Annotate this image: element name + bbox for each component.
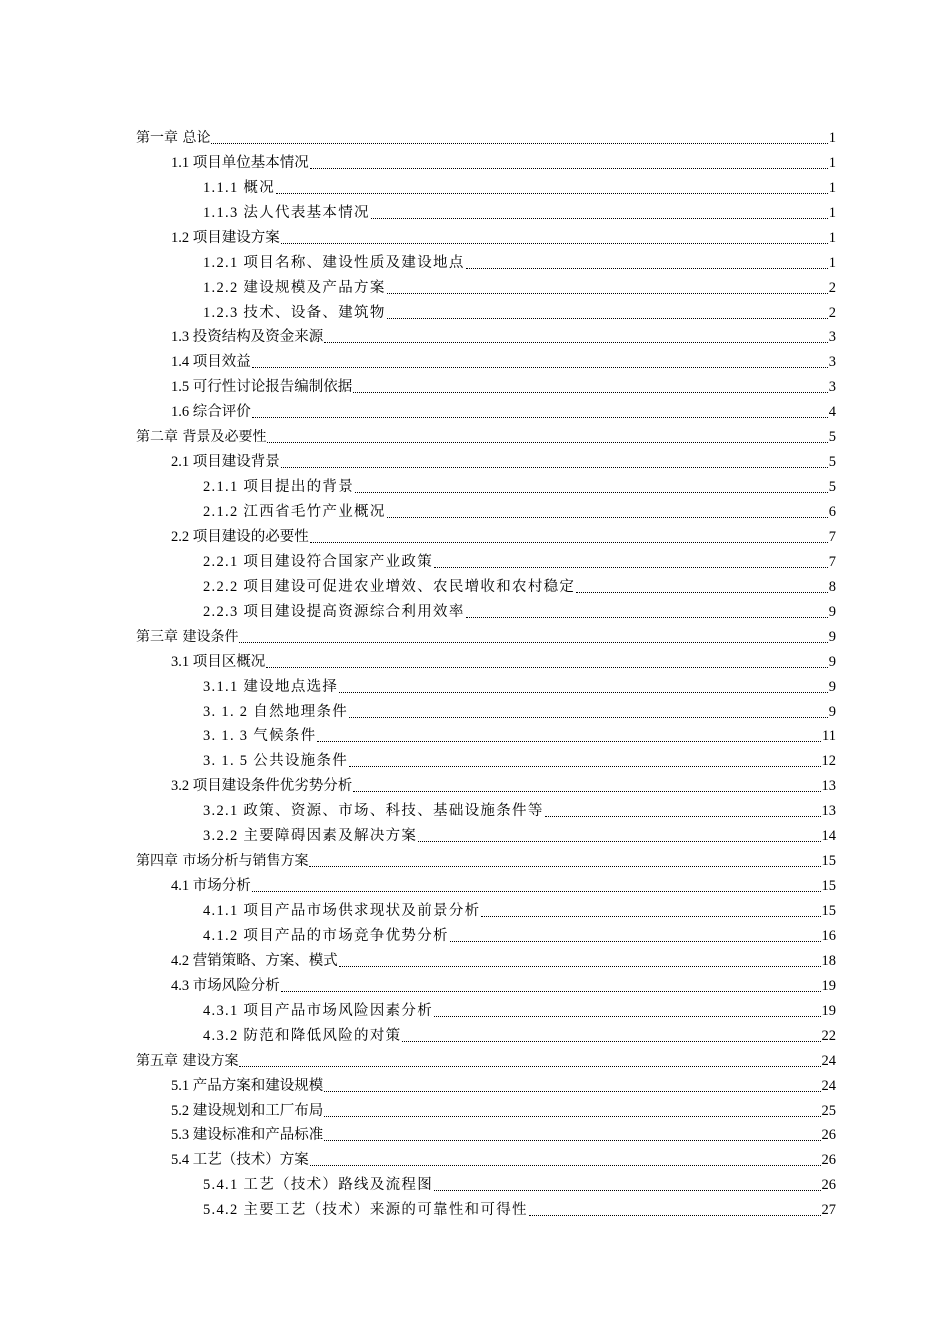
dot-leader <box>310 1165 821 1166</box>
toc-entry[interactable] <box>0 698 950 723</box>
toc-entry-title: 第三章 建设条件 <box>136 628 239 645</box>
dot-leader <box>434 567 828 568</box>
toc-entry-title: 4.3.2 防范和降低风险的对策 <box>203 1027 402 1044</box>
dot-leader <box>281 243 828 244</box>
toc-entry-title: 3.1 项目区概况 <box>171 653 266 670</box>
dot-leader <box>481 916 820 917</box>
toc-page-number: 22 <box>821 1027 836 1044</box>
toc-page-number: 13 <box>821 803 836 820</box>
toc-page-number: 14 <box>821 828 836 845</box>
dot-leader <box>545 816 821 817</box>
toc-entry[interactable] <box>0 423 950 448</box>
dot-leader <box>324 1116 820 1117</box>
dot-leader <box>310 168 828 169</box>
toc-entry-title: 4.3.1 项目产品市场风险因素分析 <box>203 1002 434 1019</box>
toc-page-number: 7 <box>828 553 836 570</box>
toc-entry[interactable] <box>0 623 950 648</box>
toc-entry-title: 3. 1. 2 自然地理条件 <box>203 703 349 720</box>
dot-leader <box>309 866 820 867</box>
toc-page-number: 6 <box>828 504 836 520</box>
dot-leader <box>317 741 821 742</box>
toc-entry-title: 2.1.2 江西省毛竹产业概况 <box>203 504 386 520</box>
toc-entry[interactable] <box>0 548 950 573</box>
toc-entry-title: 3. 1. 5 公共设施条件 <box>203 753 349 770</box>
toc-entry[interactable] <box>0 199 950 224</box>
toc-entry[interactable] <box>0 872 950 897</box>
toc-page-number: 3 <box>828 354 836 371</box>
dot-leader <box>252 417 828 418</box>
toc-page-number: 9 <box>828 703 836 720</box>
toc-page-number: 26 <box>821 1152 836 1169</box>
toc-page-number: 15 <box>821 903 836 919</box>
toc-page-number: 18 <box>821 952 836 969</box>
toc-entry[interactable] <box>0 747 950 772</box>
dot-leader <box>310 542 828 543</box>
toc-entry[interactable] <box>0 847 950 872</box>
dot-leader <box>281 467 828 468</box>
toc-page-number: 5 <box>828 429 836 446</box>
toc-entry[interactable] <box>0 598 950 623</box>
toc-entry[interactable] <box>0 324 950 349</box>
toc-entry-title: 1.2.1 项目名称、建设性质及建设地点 <box>203 254 465 271</box>
toc-page-number: 1 <box>828 129 836 146</box>
dot-leader <box>239 642 827 643</box>
toc-page-number: 1 <box>828 154 836 171</box>
toc-entry-title: 1.5 可行性讨论报告编制依据 <box>171 379 353 396</box>
dot-leader <box>324 342 828 343</box>
toc-entry[interactable] <box>0 299 950 324</box>
toc-page-number: 2 <box>828 304 836 321</box>
toc-entry[interactable] <box>0 498 950 523</box>
toc-entry[interactable] <box>0 673 950 698</box>
toc-entry[interactable] <box>0 523 950 548</box>
dot-leader <box>252 891 821 892</box>
toc-page-number: 3 <box>828 379 836 396</box>
toc-page-number: 15 <box>821 878 836 895</box>
toc-entry[interactable] <box>0 648 950 673</box>
toc-page-number: 26 <box>821 1177 836 1194</box>
dot-leader <box>349 766 820 767</box>
toc-entry[interactable] <box>0 249 950 274</box>
toc-entry-title: 第五章 建设方案 <box>136 1052 239 1069</box>
toc-page-number: 5 <box>828 479 836 496</box>
toc-entry[interactable] <box>0 1097 950 1122</box>
toc-page-number: 11 <box>822 728 836 745</box>
toc-entry-title: 5.2 建设规划和工厂布局 <box>171 1102 324 1119</box>
dot-leader <box>324 1140 820 1141</box>
toc-page-number: 24 <box>821 1052 836 1069</box>
dot-leader <box>434 1016 820 1017</box>
toc-entry-title: 5.3 建设标准和产品标准 <box>171 1127 324 1144</box>
toc-entry-title: 5.4 工艺（技术）方案 <box>171 1152 309 1169</box>
toc-page-number: 4 <box>828 404 836 421</box>
toc-entry-title: 1.1.1 概况 <box>203 179 276 196</box>
toc-page-number: 26 <box>821 1127 836 1144</box>
dot-leader <box>434 1190 820 1191</box>
toc-page-number: 7 <box>828 528 836 545</box>
toc-entry-title: 5.4.1 工艺（技术）路线及流程图 <box>203 1177 434 1194</box>
dot-leader <box>239 1066 820 1067</box>
toc-page-number: 8 <box>828 578 836 595</box>
dot-leader <box>529 1215 821 1216</box>
toc-entry[interactable] <box>0 274 950 299</box>
toc-entry[interactable] <box>0 448 950 473</box>
toc-page-number: 15 <box>821 853 836 870</box>
toc-entry-title: 5.4.2 主要工艺（技术）来源的可靠性和可得性 <box>203 1202 528 1219</box>
dot-leader <box>267 442 827 443</box>
toc-page-number: 12 <box>821 753 836 770</box>
toc-page-number: 19 <box>821 1002 836 1019</box>
toc-entry[interactable] <box>0 124 950 149</box>
toc-entry-title: 2.2.2 项目建设可促进农业增效、农民增收和农村稳定 <box>203 578 576 595</box>
toc-entry-title: 1.1.3 法人代表基本情况 <box>203 204 370 221</box>
toc-page-number: 25 <box>821 1102 836 1119</box>
dot-leader <box>281 991 821 992</box>
toc-entry[interactable] <box>0 149 950 174</box>
toc-entry[interactable] <box>0 922 950 947</box>
dot-leader <box>387 517 828 518</box>
dot-leader <box>276 193 828 194</box>
toc-entry-title: 5.1 产品方案和建设规模 <box>171 1077 324 1094</box>
toc-page-number: 27 <box>821 1202 836 1219</box>
dot-leader <box>355 492 828 493</box>
toc-page-number: 13 <box>821 778 836 795</box>
toc-page-number: 9 <box>828 653 836 670</box>
dot-leader <box>349 717 828 718</box>
toc-entry-title: 4.1 市场分析 <box>171 878 251 895</box>
toc-entry-title: 1.2.2 建设规模及产品方案 <box>203 279 386 296</box>
toc-page-number: 5 <box>828 454 836 471</box>
toc-entry[interactable] <box>0 348 950 373</box>
toc-entry-title: 第一章 总论 <box>136 129 211 146</box>
toc-page-number: 1 <box>828 229 836 246</box>
toc-page-number: 1 <box>828 254 836 271</box>
toc-entry-title: 3.2.1 政策、资源、市场、科技、基础设施条件等 <box>203 803 544 820</box>
toc-page-number: 9 <box>828 678 836 695</box>
toc-entry-title: 4.1.2 项目产品的市场竞争优势分析 <box>203 927 449 944</box>
dot-leader <box>266 667 828 668</box>
toc-entry-title: 第四章 市场分析与销售方案 <box>136 853 309 870</box>
toc-entry-title: 第二章 背景及必要性 <box>136 429 267 446</box>
toc-page-number: 9 <box>828 628 836 645</box>
toc-entry-title: 1.3 投资结构及资金来源 <box>171 329 324 346</box>
toc-entry[interactable] <box>0 373 950 398</box>
toc-entry[interactable] <box>0 1072 950 1097</box>
toc-page-number: 24 <box>821 1077 836 1094</box>
toc-page-number: 1 <box>828 179 836 196</box>
dot-leader <box>450 941 821 942</box>
toc-entry[interactable] <box>0 573 950 598</box>
toc-entry[interactable] <box>0 473 950 498</box>
toc-entry-title: 1.1 项目单位基本情况 <box>171 154 309 171</box>
table-of-contents <box>0 124 950 1221</box>
toc-entry-title: 1.2 项目建设方案 <box>171 229 280 246</box>
toc-page-number: 3 <box>828 329 836 346</box>
dot-leader <box>387 293 828 294</box>
dot-leader <box>324 1091 820 1092</box>
dot-leader <box>371 218 828 219</box>
dot-leader <box>418 841 820 842</box>
toc-page-number: 16 <box>821 927 836 944</box>
toc-entry-title: 2.2.1 项目建设符合国家产业政策 <box>203 553 434 570</box>
toc-entry-title: 4.3 市场风险分析 <box>171 977 280 994</box>
toc-entry[interactable] <box>0 972 950 997</box>
toc-page-number: 9 <box>828 603 836 620</box>
toc-page-number: 2 <box>828 279 836 296</box>
dot-leader <box>353 392 828 393</box>
dot-leader <box>466 268 828 269</box>
toc-entry[interactable] <box>0 822 950 847</box>
dot-leader <box>252 367 828 368</box>
toc-entry[interactable] <box>0 1171 950 1196</box>
dot-leader <box>402 1041 820 1042</box>
toc-entry[interactable] <box>0 174 950 199</box>
toc-entry[interactable] <box>0 1196 950 1221</box>
toc-entry[interactable] <box>0 997 950 1022</box>
dot-leader <box>353 791 820 792</box>
dot-leader <box>339 692 828 693</box>
toc-entry-title: 2.2.3 项目建设提高资源综合利用效率 <box>203 603 465 620</box>
toc-entry-title: 2.1 项目建设背景 <box>171 454 280 471</box>
dot-leader <box>211 143 827 144</box>
toc-entry-title: 1.2.3 技术、设备、建筑物 <box>203 304 386 321</box>
toc-page-number: 1 <box>828 204 836 221</box>
toc-entry-title: 3.1.1 建设地点选择 <box>203 678 339 695</box>
toc-entry-title: 4.2 营销策略、方案、模式 <box>171 952 338 969</box>
toc-entry-title: 3. 1. 3 气候条件 <box>203 728 317 745</box>
toc-page-number: 19 <box>821 977 836 994</box>
toc-entry[interactable] <box>0 1022 950 1047</box>
toc-entry[interactable] <box>0 1122 950 1147</box>
dot-leader <box>576 592 828 593</box>
toc-entry[interactable] <box>0 947 950 972</box>
toc-entry[interactable] <box>0 224 950 249</box>
dot-leader <box>387 318 828 319</box>
toc-entry-title: 2.2 项目建设的必要性 <box>171 528 309 545</box>
toc-entry-title: 4.1.1 项目产品市场供求现状及前景分析 <box>203 903 481 919</box>
toc-entry[interactable] <box>0 1146 950 1171</box>
toc-entry-title: 1.4 项目效益 <box>171 354 251 371</box>
toc-entry-title: 3.2 项目建设条件优劣势分析 <box>171 778 353 795</box>
dot-leader <box>466 617 828 618</box>
toc-entry[interactable] <box>0 772 950 797</box>
toc-entry-title: 1.6 综合评价 <box>171 404 251 421</box>
toc-entry[interactable] <box>0 723 950 748</box>
toc-entry-title: 2.1.1 项目提出的背景 <box>203 479 355 496</box>
toc-entry[interactable] <box>0 797 950 822</box>
toc-entry-title: 3.2.2 主要障碍因素及解决方案 <box>203 828 418 845</box>
toc-entry[interactable] <box>0 398 950 423</box>
toc-entry[interactable] <box>0 1047 950 1072</box>
dot-leader <box>339 966 821 967</box>
toc-entry[interactable] <box>0 897 950 922</box>
